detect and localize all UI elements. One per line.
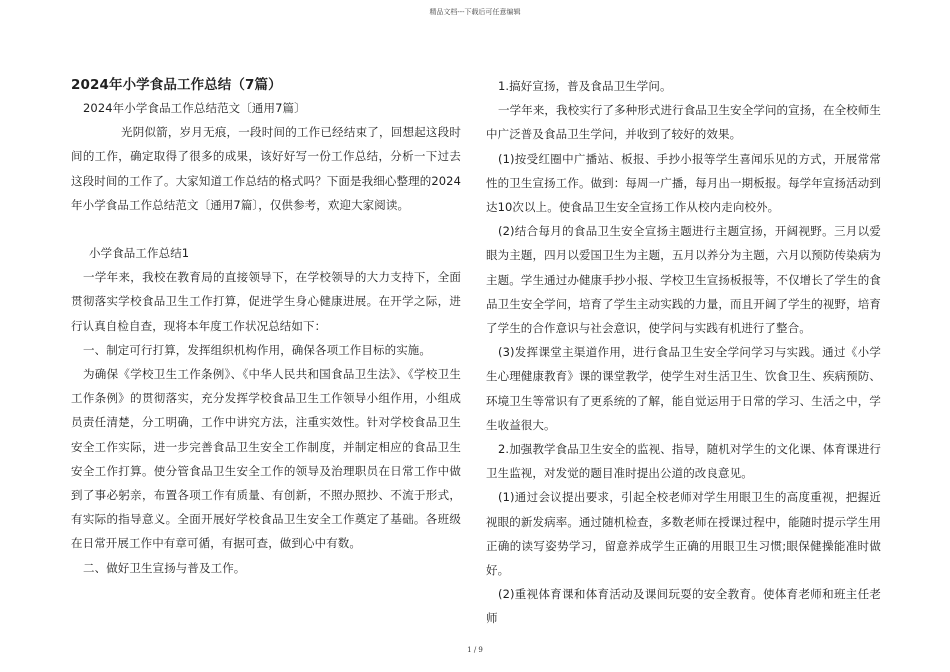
intro-paragraph: 光阴似箭，岁月无痕，一段时间的工作已经结束了，回想起这段时间的工作，确定取得了很多的成果，该好好写一份工作总结，分析一下过去这段时间的工作了。大家知道工作总结的格式吗？下面是我细心整理的2024年小学食品工作总结范文〔通用7篇〕，仅供参考，欢迎大家阅读。 xyxy=(71,125,461,212)
page-number: 1 / 9 xyxy=(467,646,483,654)
right-column xyxy=(486,74,881,631)
document-subtitle: 2024年小学食品工作总结范文〔通用7篇〕 xyxy=(83,101,306,115)
point-heading: 一、制定可行打算，发挥组织机构作用，确保各项工作目标的实施。 xyxy=(83,342,431,357)
header-note: 精品文档---下载后可任意编辑 xyxy=(429,8,521,16)
section-title: 小学食品工作总结1 xyxy=(89,246,190,261)
sub-paragraph: (1)按受红圈中广播站、板报、手抄小报等学生喜闻乐见的方式，开展常常性的卫生宣扬工作。做到：每周一广播，每月出一期板报。每学年宣扬活动到达10次以上。使食品卫生安全宣扬工作从校内走向校外。 xyxy=(486,151,881,215)
paragraph: 一学年来，我校在教育局的直接领导下，在学校领导的大力支持下，全面贯彻落实学校食品卫生工作打算，促进学生身心健康进展。在开学之际，进行认真自检自查，现将本年度工作状况总结如下： xyxy=(71,270,461,333)
point-heading: 二、做好卫生宣扬与普及工作。 xyxy=(83,560,246,575)
sub-paragraph: (2)重视体育课和体育活动及课间玩耍的安全教育。使体育老师和班主任老师 xyxy=(486,587,881,626)
item-heading: 1.搞好宣扬，普及食品卫生学问。 xyxy=(498,79,672,93)
left-column xyxy=(71,74,461,580)
paragraph: 为确保《学校卫生工作条例》、《中华人民共和国食品卫生法》、《学校卫生工作条例》的贯彻落实，充分发挥学校食品卫生工作领导小组作用，小组成员责任清楚，分工明确，工作中讲究方法，注重实效性。针对学校食品卫生安全工作实际，进一步完善食品卫生安全工作制度，并制定相应的食品卫生安全工作打算。使分管食品卫生安全工作的领导及治理职员在日常工作中做到了事必躬亲，布置各项工作有质量、有创新，不照办照抄、不流于形式，有实际的指导意义。全面开展好学校食品卫生安全工作奠定了基础。各班级在日常开展工作中有章可循，有据可查，做到心中有数。 xyxy=(71,367,461,551)
sub-paragraph: (3)发挥课堂主渠道作用，进行食品卫生安全学问学习与实践。通过《小学生心理健康教育》课的课堂教学，使学生对生活卫生、饮食卫生、疾病预防、环境卫生等常识有了更系统的了解，能自觉运用于日常的学习、生活之中，学生收益很大。 xyxy=(486,345,881,432)
sub-paragraph: (1)通过会议提出要求，引起全校老师对学生用眼卫生的高度重视，把握近视眼的新发病率。通过随机检查，多数老师在授课过程中，能随时提示学生用正确的读写姿势学习，留意养成学生正确的用眼卫生习惯;眼保健操能准时做好。 xyxy=(486,490,881,578)
sub-paragraph: (2)结合每月的食品卫生安全宣扬主题进行主题宣扬，开阔视野。三月以爱眼为主题，四月以爱国卫生为主题，五月以养分为主题，六月以预防传染病为主题。学生通过办健康手抄小报、学校卫生宣扬板报等，不仅增长了学生的食品卫生安全学问，培育了学生主动实践的力量，而且开阔了学生的视野，培育了学生的合作意识与社会意识，使学问与实践有机进行了整合。 xyxy=(486,224,881,336)
spacer xyxy=(71,217,461,241)
document-title: 2024年小学食品工作总结（7篇） xyxy=(71,77,282,93)
item-heading: 2.加强教学食品卫生安全的监视、指导，随机对学生的文化课、体育课进行卫生监视，对发觉的题目准时提出公道的改良意见。 xyxy=(486,442,881,481)
paragraph: 一学年来，我校实行了多种形式进行食品卫生安全学问的宣扬，在全校师生中广泛普及食品卫生学问，并收到了较好的效果。 xyxy=(486,103,881,142)
